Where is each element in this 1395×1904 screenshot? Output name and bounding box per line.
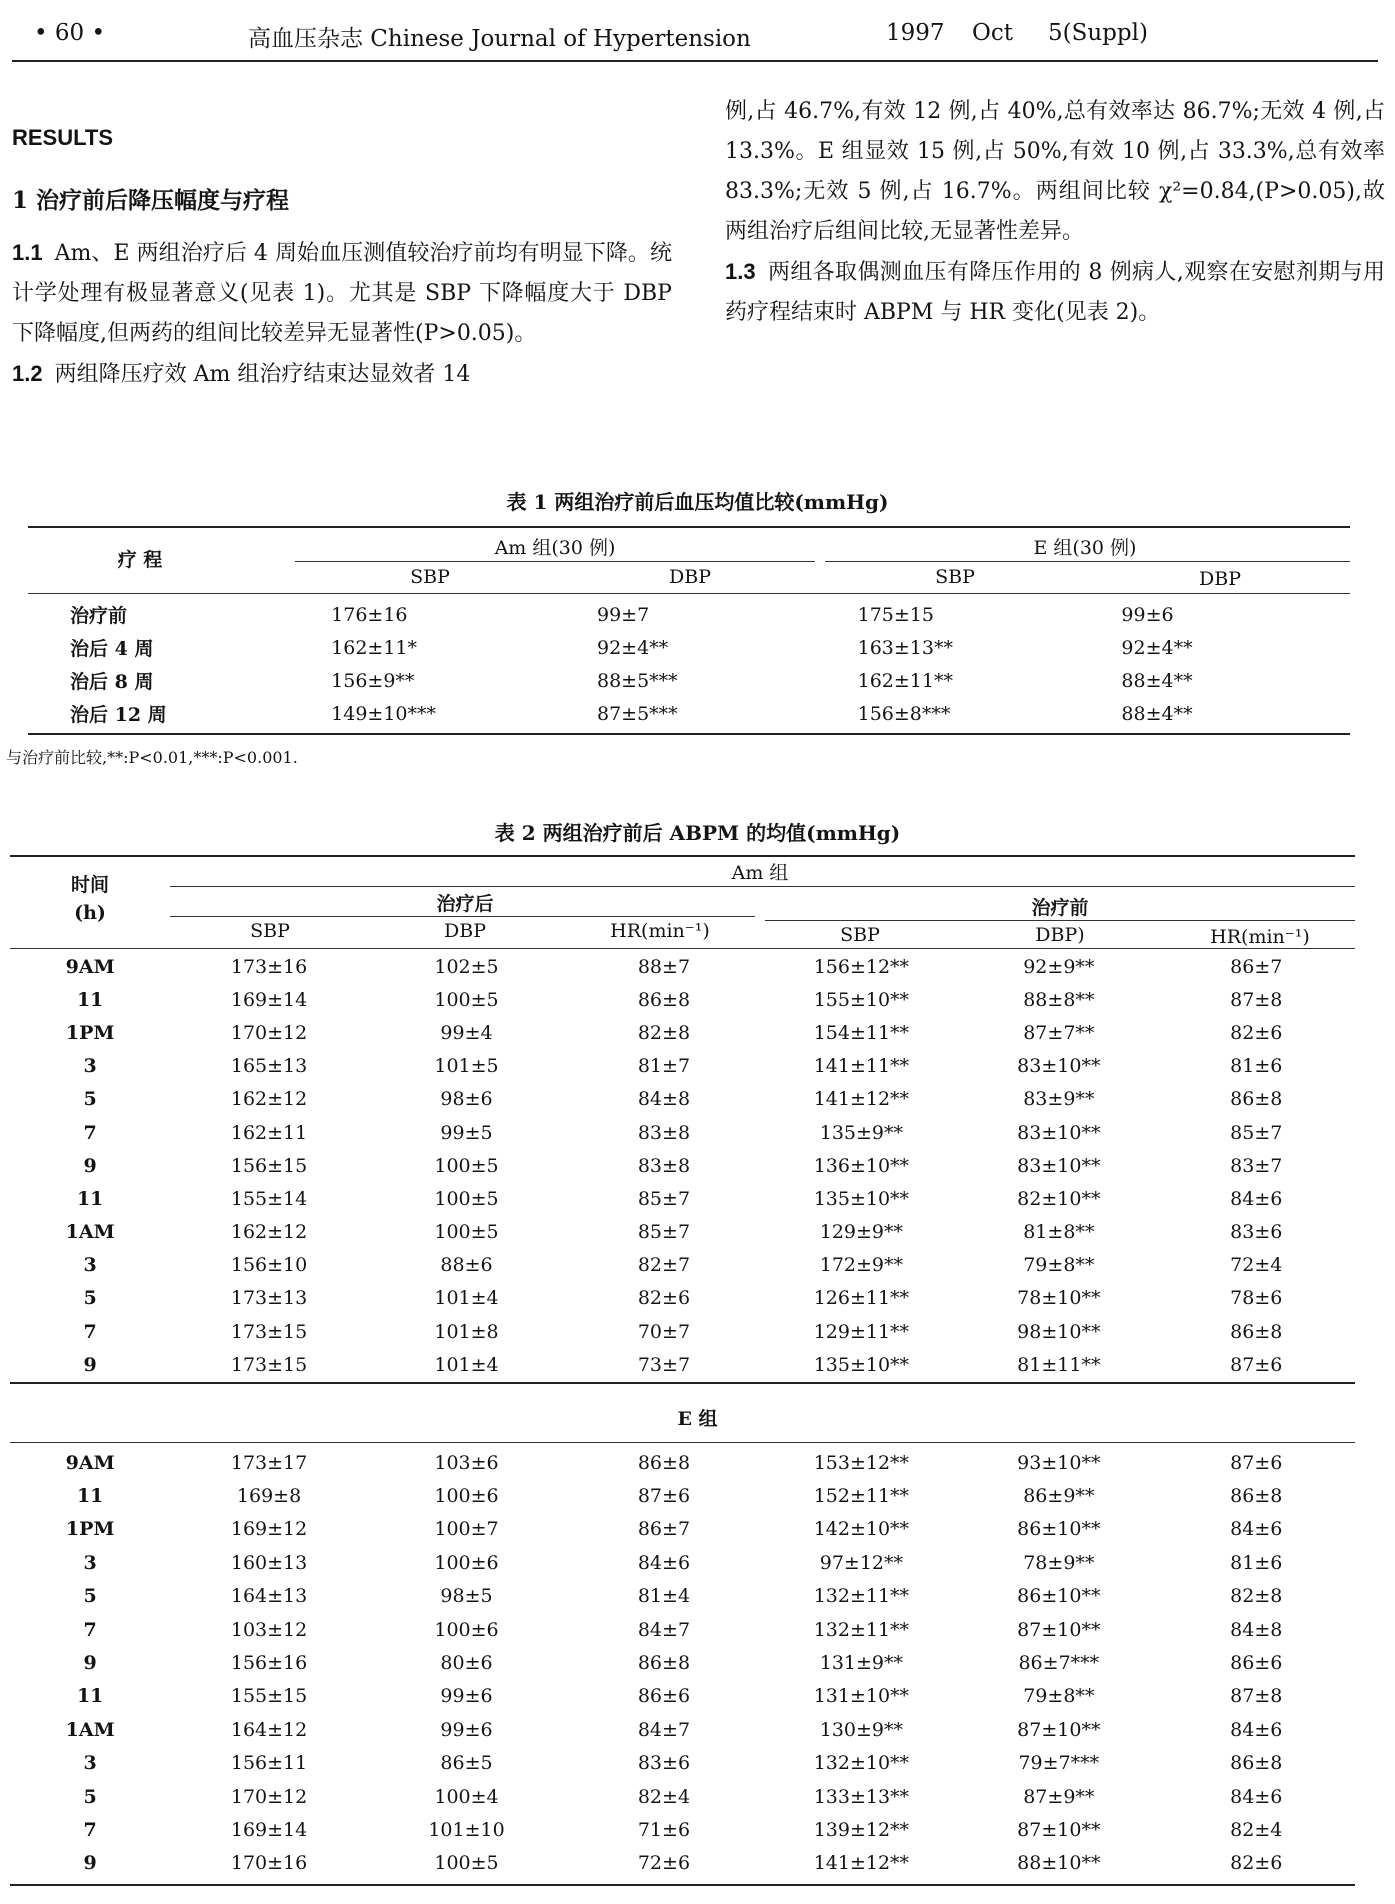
time-cell: 9 bbox=[83, 1353, 97, 1376]
table-cell: 156±15 bbox=[230, 1154, 308, 1177]
table-cell: 72±4 bbox=[1230, 1254, 1283, 1277]
table-row bbox=[10, 1116, 1355, 1149]
table-cell: 131±9** bbox=[819, 1652, 904, 1675]
table-cell: 85±7 bbox=[1230, 1121, 1283, 1144]
issue-volume: 5(Suppl) bbox=[1048, 20, 1148, 46]
table-cell: 88±4** bbox=[1121, 702, 1193, 725]
table-cell: 132±11** bbox=[813, 1618, 910, 1641]
table-cell: 80±6 bbox=[440, 1652, 493, 1675]
table-cell: 103±6 bbox=[434, 1451, 499, 1474]
table-cell: 86±6 bbox=[637, 1685, 691, 1708]
paragraph-number: 1.3 bbox=[725, 259, 756, 284]
table-cell: 73±7 bbox=[637, 1353, 691, 1376]
table-row bbox=[10, 950, 1355, 983]
table-row bbox=[10, 1479, 1355, 1512]
table-cell: 86±8 bbox=[1230, 1320, 1283, 1343]
table-cell: 84±6 bbox=[1230, 1785, 1283, 1808]
table-2-bottom-rule bbox=[10, 1884, 1355, 1886]
table-cell: 169±14 bbox=[230, 1818, 308, 1841]
table-cell: 97±12** bbox=[819, 1551, 904, 1574]
table-cell: 162±12 bbox=[230, 1221, 308, 1244]
table-cell: 103±12 bbox=[230, 1618, 308, 1641]
table-cell: 87±7** bbox=[1023, 1021, 1095, 1044]
table-1-group-rule bbox=[295, 561, 815, 562]
section-1-heading: 1 治疗前后降压幅度与疗程 bbox=[12, 187, 290, 214]
table-cell: 98±6 bbox=[440, 1088, 493, 1111]
table-cell: 86±7 bbox=[637, 1518, 691, 1541]
table-cell: 86±7 bbox=[1230, 955, 1283, 978]
table-2-caption: 表 2 两组治疗前后 ABPM 的均值(mmHg) bbox=[494, 821, 901, 845]
table-cell: 100±5 bbox=[434, 1187, 499, 1210]
table-cell: 86±8 bbox=[1230, 1088, 1283, 1111]
table-cell: 156±8*** bbox=[857, 702, 951, 725]
table-cell: 84±6 bbox=[1230, 1718, 1283, 1741]
table-row bbox=[10, 983, 1355, 1016]
table-row bbox=[10, 1348, 1355, 1381]
table-1-caption: 表 1 两组治疗前后血压均值比较(mmHg) bbox=[506, 490, 889, 514]
time-cell: 5 bbox=[83, 1287, 97, 1310]
paragraph-1-3 bbox=[725, 252, 1385, 333]
table-cell: 141±12** bbox=[813, 1088, 910, 1111]
table-1-bottom-rule bbox=[28, 733, 1350, 735]
row-label: 治后 8 周 bbox=[70, 671, 154, 693]
table-2-col-header: DBP) bbox=[1035, 924, 1085, 946]
table-cell: 99±4 bbox=[440, 1021, 493, 1044]
time-cell: 1AM bbox=[65, 1718, 115, 1741]
time-cell: 9AM bbox=[65, 955, 115, 978]
table-cell: 129±9** bbox=[819, 1221, 904, 1244]
table-cell: 82±8 bbox=[637, 1021, 691, 1044]
table-cell: 169±14 bbox=[230, 988, 308, 1011]
table-cell: 87±9** bbox=[1023, 1785, 1095, 1808]
table-cell: 78±6 bbox=[1230, 1287, 1283, 1310]
table-cell: 176±16 bbox=[331, 603, 408, 626]
table-cell: 86±10** bbox=[1017, 1518, 1101, 1541]
table-cell: 162±11** bbox=[857, 669, 953, 692]
table-2-group-am: Am 组 bbox=[731, 862, 789, 884]
table-cell: 99±6 bbox=[440, 1685, 493, 1708]
table-cell: 78±9** bbox=[1023, 1551, 1095, 1574]
table-cell: 81±4 bbox=[637, 1585, 691, 1608]
table-cell: 100±7 bbox=[434, 1518, 499, 1541]
time-cell: 7 bbox=[83, 1320, 97, 1343]
table-cell: 160±13 bbox=[230, 1551, 308, 1574]
table-cell: 87±10** bbox=[1017, 1818, 1101, 1841]
table-row bbox=[10, 1713, 1355, 1746]
table-1-subheader: DBP bbox=[669, 566, 711, 588]
issue-year: 1997 bbox=[886, 20, 945, 46]
table-row bbox=[10, 1646, 1355, 1679]
table-cell: 100±5 bbox=[434, 1221, 499, 1244]
table-2-header-rule bbox=[10, 948, 1355, 949]
table-cell: 173±16 bbox=[230, 955, 308, 978]
time-cell: 9 bbox=[83, 1154, 97, 1177]
table-cell: 164±13 bbox=[230, 1585, 308, 1608]
table-cell: 175±15 bbox=[857, 603, 934, 626]
table-cell: 100±6 bbox=[434, 1618, 499, 1641]
table-cell: 173±13 bbox=[230, 1287, 308, 1310]
paragraph-text: 两组各取偶测血压有降压作用的 8 例病人,观察在安慰剂期与用药疗程结束时 ABPM 与 HR 变化(见表 2)。 bbox=[725, 260, 1385, 325]
table-cell: 83±10** bbox=[1017, 1121, 1101, 1144]
table-cell: 87±8 bbox=[1230, 1685, 1283, 1708]
table-cell: 173±17 bbox=[230, 1451, 308, 1474]
table-2-subgroup-before: 治疗前 bbox=[1031, 897, 1089, 919]
table-cell: 131±10** bbox=[813, 1685, 910, 1708]
paragraph-1-2-continued: 例,占 46.7%,有效 12 例,占 40%,总有效率达 86.7%;无效 4 例,占 13.3%。E 组显效 15 例,占 50%,有效 10 例,占 33.3%,总有效率 83.3%;无效 5 例,占 16.7%。两组间比较 χ²=0.84,(P>0.05),故两组治疗后组间比较,无显著性差异。 bbox=[725, 99, 1385, 244]
table-cell: 169±12 bbox=[230, 1518, 308, 1541]
table-cell: 101±4 bbox=[434, 1287, 499, 1310]
table-cell: 83±7 bbox=[1230, 1154, 1283, 1177]
table-cell: 129±11** bbox=[813, 1320, 910, 1343]
time-cell: 11 bbox=[76, 1187, 104, 1210]
table-cell: 99±6 bbox=[1121, 603, 1174, 626]
table-cell: 101±8 bbox=[434, 1320, 499, 1343]
table-cell: 86±7*** bbox=[1018, 1652, 1100, 1675]
table-cell: 169±8 bbox=[236, 1485, 302, 1508]
table-cell: 163±13** bbox=[857, 636, 953, 659]
table-cell: 139±12** bbox=[813, 1818, 910, 1841]
running-header bbox=[22, 18, 1374, 58]
table-2-top-rule bbox=[10, 855, 1355, 857]
table-cell: 153±12** bbox=[813, 1451, 910, 1474]
table-cell: 92±9** bbox=[1023, 955, 1095, 978]
table-2-col-header: HR(min⁻¹) bbox=[1210, 926, 1310, 948]
table-2-col-header: HR(min⁻¹) bbox=[610, 920, 710, 942]
table-row bbox=[28, 664, 1350, 697]
table-cell: 162±12 bbox=[230, 1088, 308, 1111]
right-column bbox=[725, 92, 1385, 333]
time-cell: 5 bbox=[83, 1088, 97, 1111]
table-cell: 70±7 bbox=[637, 1320, 691, 1343]
time-cell: 11 bbox=[76, 1685, 104, 1708]
table-row bbox=[10, 1216, 1355, 1249]
table-1-group-rule bbox=[825, 561, 1350, 562]
time-cell: 9 bbox=[83, 1852, 97, 1875]
header-rule bbox=[12, 60, 1378, 62]
table-cell: 78±10** bbox=[1017, 1287, 1101, 1310]
table-1-header-rule bbox=[28, 593, 1350, 594]
paragraph-number: 1.2 bbox=[12, 361, 43, 386]
table-cell: 135±10** bbox=[813, 1353, 910, 1376]
table-cell: 99±7 bbox=[597, 603, 650, 626]
table-cell: 81±8** bbox=[1023, 1221, 1095, 1244]
table-cell: 133±13** bbox=[813, 1785, 910, 1808]
table-cell: 86±8 bbox=[637, 1451, 691, 1474]
table-2-group-e: E 组 bbox=[677, 1408, 718, 1430]
table-cell: 93±10** bbox=[1017, 1451, 1101, 1474]
time-cell: 9 bbox=[83, 1652, 97, 1675]
table-row bbox=[10, 1813, 1355, 1846]
table-1-top-rule bbox=[28, 526, 1350, 528]
table-2-subgroup-after: 治疗后 bbox=[436, 893, 494, 915]
table-cell: 81±6 bbox=[1230, 1551, 1283, 1574]
table-cell: 82±4 bbox=[1230, 1818, 1283, 1841]
table-cell: 135±10** bbox=[813, 1187, 910, 1210]
table-cell: 132±10** bbox=[813, 1752, 910, 1775]
table-cell: 88±7 bbox=[637, 955, 691, 978]
table-row bbox=[10, 1149, 1355, 1182]
table-cell: 84±6 bbox=[1230, 1518, 1283, 1541]
table-cell: 101±10 bbox=[428, 1818, 505, 1841]
table-2-am-bottom-rule bbox=[10, 1382, 1355, 1384]
table-cell: 81±6 bbox=[1230, 1055, 1283, 1078]
time-cell: 11 bbox=[76, 1485, 104, 1508]
table-2-time-label: 时间 bbox=[70, 874, 109, 896]
table-cell: 154±11** bbox=[813, 1021, 910, 1044]
table-cell: 82±7 bbox=[637, 1254, 691, 1277]
table-2-am-body bbox=[10, 950, 1355, 1381]
table-cell: 92±4** bbox=[1121, 636, 1193, 659]
table-cell: 92±4** bbox=[597, 636, 669, 659]
table-cell: 98±5 bbox=[440, 1585, 493, 1608]
table-cell: 82±10** bbox=[1017, 1187, 1101, 1210]
table-row bbox=[28, 697, 1350, 730]
table-cell: 156±16 bbox=[230, 1652, 308, 1675]
table-cell: 84±8 bbox=[1230, 1618, 1283, 1641]
table-cell: 86±8 bbox=[1230, 1485, 1283, 1508]
time-cell: 7 bbox=[83, 1818, 97, 1841]
table-cell: 88±6 bbox=[440, 1254, 493, 1277]
table-cell: 99±6 bbox=[440, 1718, 493, 1741]
table-2-col-header: SBP bbox=[840, 924, 880, 946]
table-cell: 87±6 bbox=[1230, 1451, 1283, 1474]
time-cell: 7 bbox=[83, 1618, 97, 1641]
table-cell: 102±5 bbox=[434, 955, 499, 978]
table-cell: 130±9** bbox=[819, 1718, 904, 1741]
table-cell: 173±15 bbox=[230, 1353, 308, 1376]
table-cell: 86±6 bbox=[1230, 1652, 1283, 1675]
table-row bbox=[10, 1546, 1355, 1579]
table-cell: 100±5 bbox=[434, 1154, 499, 1177]
table-2-col-header: SBP bbox=[250, 920, 290, 942]
table-2-e-body bbox=[10, 1446, 1355, 1880]
table-cell: 156±9** bbox=[331, 669, 415, 692]
row-label: 治后 12 周 bbox=[70, 704, 167, 726]
table-1-body bbox=[28, 598, 1350, 730]
time-cell: 7 bbox=[83, 1121, 97, 1144]
table-cell: 83±8 bbox=[637, 1121, 691, 1144]
table-row bbox=[10, 1780, 1355, 1813]
time-cell: 3 bbox=[83, 1551, 97, 1574]
table-cell: 162±11* bbox=[331, 636, 418, 659]
table-row bbox=[10, 1249, 1355, 1282]
paragraph-text: 两组降压疗效 Am 组治疗结束达显效者 14 bbox=[54, 362, 471, 387]
table-cell: 100±4 bbox=[434, 1785, 499, 1808]
table-cell: 79±8** bbox=[1023, 1685, 1095, 1708]
table-cell: 82±6 bbox=[1230, 1852, 1283, 1875]
table-row bbox=[10, 1513, 1355, 1546]
table-cell: 83±10** bbox=[1017, 1154, 1101, 1177]
table-cell: 100±5 bbox=[434, 988, 499, 1011]
table-1-subheader: SBP bbox=[410, 566, 450, 588]
table-2-subgroup-rule bbox=[170, 916, 755, 917]
table-cell: 172±9** bbox=[819, 1254, 904, 1277]
table-row bbox=[10, 1182, 1355, 1215]
table-cell: 98±10** bbox=[1017, 1320, 1101, 1343]
table-cell: 79±7*** bbox=[1018, 1752, 1100, 1775]
table-cell: 155±14 bbox=[230, 1187, 308, 1210]
row-label: 治疗前 bbox=[70, 605, 128, 627]
time-cell: 3 bbox=[83, 1254, 97, 1277]
table-cell: 100±6 bbox=[434, 1551, 499, 1574]
table-cell: 88±4** bbox=[1121, 669, 1193, 692]
table-cell: 86±8 bbox=[1230, 1752, 1283, 1775]
table-row bbox=[10, 1050, 1355, 1083]
table-cell: 71±6 bbox=[637, 1818, 691, 1841]
table-cell: 86±10** bbox=[1017, 1585, 1101, 1608]
paragraph-number: 1.1 bbox=[12, 240, 43, 265]
table-1-group-am: Am 组(30 例) bbox=[494, 537, 616, 559]
table-cell: 86±8 bbox=[637, 988, 691, 1011]
table-1-corner-label: 疗 程 bbox=[117, 549, 163, 571]
issue-month: Oct bbox=[972, 20, 1013, 46]
table-cell: 88±5*** bbox=[597, 669, 678, 692]
table-row bbox=[10, 1315, 1355, 1348]
table-cell: 170±12 bbox=[230, 1785, 308, 1808]
table-cell: 88±8** bbox=[1023, 988, 1095, 1011]
table-cell: 81±11** bbox=[1017, 1353, 1101, 1376]
journal-title: 高血压杂志 Chinese Journal of Hypertension bbox=[248, 26, 751, 52]
table-1-group-e: E 组(30 例) bbox=[1033, 537, 1137, 559]
table-cell: 99±5 bbox=[440, 1121, 493, 1144]
table-cell: 88±10** bbox=[1017, 1852, 1101, 1875]
table-cell: 141±12** bbox=[813, 1852, 910, 1875]
table-cell: 83±6 bbox=[1230, 1221, 1283, 1244]
table-row bbox=[28, 631, 1350, 664]
table-row bbox=[10, 1747, 1355, 1780]
table-cell: 156±11 bbox=[230, 1752, 308, 1775]
time-cell: 1PM bbox=[65, 1518, 115, 1541]
paragraph-1-1 bbox=[12, 233, 672, 354]
table-cell: 86±9** bbox=[1023, 1485, 1095, 1508]
time-cell: 1PM bbox=[65, 1021, 115, 1044]
table-row bbox=[10, 1016, 1355, 1049]
table-cell: 87±10** bbox=[1017, 1618, 1101, 1641]
table-row bbox=[10, 1680, 1355, 1713]
table-cell: 173±15 bbox=[230, 1320, 308, 1343]
table-cell: 101±5 bbox=[434, 1055, 499, 1078]
table-cell: 141±11** bbox=[813, 1055, 910, 1078]
table-cell: 155±10** bbox=[813, 988, 910, 1011]
paragraph-text: Am、E 两组治疗后 4 周始血压测值较治疗前均有明显下降。统计学处理有极显著意义(见表 1)。尤其是 SBP 下降幅度大于 DBP 下降幅度,但两药的组间比较差异无显著性(P>0.05)。 bbox=[12, 241, 672, 346]
table-row bbox=[10, 1847, 1355, 1880]
table-cell: 82±6 bbox=[1230, 1021, 1283, 1044]
time-cell: 5 bbox=[83, 1785, 97, 1808]
table-cell: 170±12 bbox=[230, 1021, 308, 1044]
table-cell: 156±10 bbox=[230, 1254, 308, 1277]
table-cell: 87±6 bbox=[637, 1485, 691, 1508]
time-cell: 3 bbox=[83, 1055, 97, 1078]
table-cell: 83±8 bbox=[637, 1154, 691, 1177]
table-cell: 82±8 bbox=[1230, 1585, 1283, 1608]
table-2-group-rule bbox=[170, 886, 1355, 887]
table-cell: 155±15 bbox=[230, 1685, 308, 1708]
table-1-subheader: DBP bbox=[1199, 568, 1241, 590]
table-cell: 100±5 bbox=[434, 1852, 499, 1875]
table-cell: 87±6 bbox=[1230, 1353, 1283, 1376]
table-cell: 84±6 bbox=[637, 1551, 691, 1574]
table-cell: 87±8 bbox=[1230, 988, 1283, 1011]
table-cell: 162±11 bbox=[230, 1121, 308, 1144]
table-2-time-unit: (h) bbox=[74, 902, 106, 924]
time-cell: 3 bbox=[83, 1752, 97, 1775]
table-cell: 79±8** bbox=[1023, 1254, 1095, 1277]
table-cell: 136±10** bbox=[813, 1154, 910, 1177]
table-cell: 86±5 bbox=[440, 1752, 493, 1775]
table-1-footnote: 与治疗前比较,**:P<0.01,***:P<0.001. bbox=[6, 748, 298, 767]
table-cell: 83±6 bbox=[637, 1752, 691, 1775]
table-cell: 132±11** bbox=[813, 1585, 910, 1608]
page-number: • 60 • bbox=[34, 20, 106, 46]
table-cell: 87±10** bbox=[1017, 1718, 1101, 1741]
table-row bbox=[28, 598, 1350, 631]
table-cell: 87±5*** bbox=[597, 702, 678, 725]
table-cell: 85±7 bbox=[637, 1221, 691, 1244]
table-cell: 84±7 bbox=[637, 1618, 691, 1641]
table-row bbox=[10, 1446, 1355, 1479]
table-cell: 72±6 bbox=[637, 1852, 691, 1875]
table-cell: 82±4 bbox=[637, 1785, 691, 1808]
table-cell: 156±12** bbox=[813, 955, 910, 978]
table-cell: 149±10*** bbox=[331, 702, 437, 725]
table-row bbox=[10, 1613, 1355, 1646]
table-cell: 170±16 bbox=[230, 1852, 308, 1875]
table-cell: 100±6 bbox=[434, 1485, 499, 1508]
results-heading: RESULTS bbox=[12, 125, 114, 150]
table-cell: 84±7 bbox=[637, 1718, 691, 1741]
time-cell: 9AM bbox=[65, 1451, 115, 1474]
paragraph-1-2 bbox=[12, 354, 672, 395]
table-cell: 82±6 bbox=[637, 1287, 691, 1310]
table-cell: 81±7 bbox=[637, 1055, 691, 1078]
table-row bbox=[10, 1282, 1355, 1315]
table-cell: 83±9** bbox=[1023, 1088, 1095, 1111]
time-cell: 11 bbox=[76, 988, 104, 1011]
table-row bbox=[10, 1580, 1355, 1613]
table-row bbox=[10, 1083, 1355, 1116]
time-cell: 5 bbox=[83, 1585, 97, 1608]
table-cell: 101±4 bbox=[434, 1353, 499, 1376]
table-cell: 84±6 bbox=[1230, 1187, 1283, 1210]
table-2-col-header: DBP bbox=[444, 920, 486, 942]
left-column bbox=[12, 98, 672, 395]
table-cell: 126±11** bbox=[813, 1287, 910, 1310]
table-cell: 164±12 bbox=[230, 1718, 308, 1741]
table-2-e-top-rule bbox=[10, 1442, 1355, 1443]
row-label: 治后 4 周 bbox=[70, 638, 154, 660]
table-cell: 84±8 bbox=[637, 1088, 691, 1111]
table-cell: 135±9** bbox=[819, 1121, 904, 1144]
table-cell: 83±10** bbox=[1017, 1055, 1101, 1078]
time-cell: 1AM bbox=[65, 1221, 115, 1244]
table-cell: 152±11** bbox=[813, 1485, 910, 1508]
table-cell: 165±13 bbox=[230, 1055, 308, 1078]
table-1-subheader: SBP bbox=[935, 566, 975, 588]
table-cell: 142±10** bbox=[813, 1518, 910, 1541]
table-2-subgroup-rule bbox=[765, 920, 1355, 921]
table-cell: 86±8 bbox=[637, 1652, 691, 1675]
table-cell: 85±7 bbox=[637, 1187, 691, 1210]
